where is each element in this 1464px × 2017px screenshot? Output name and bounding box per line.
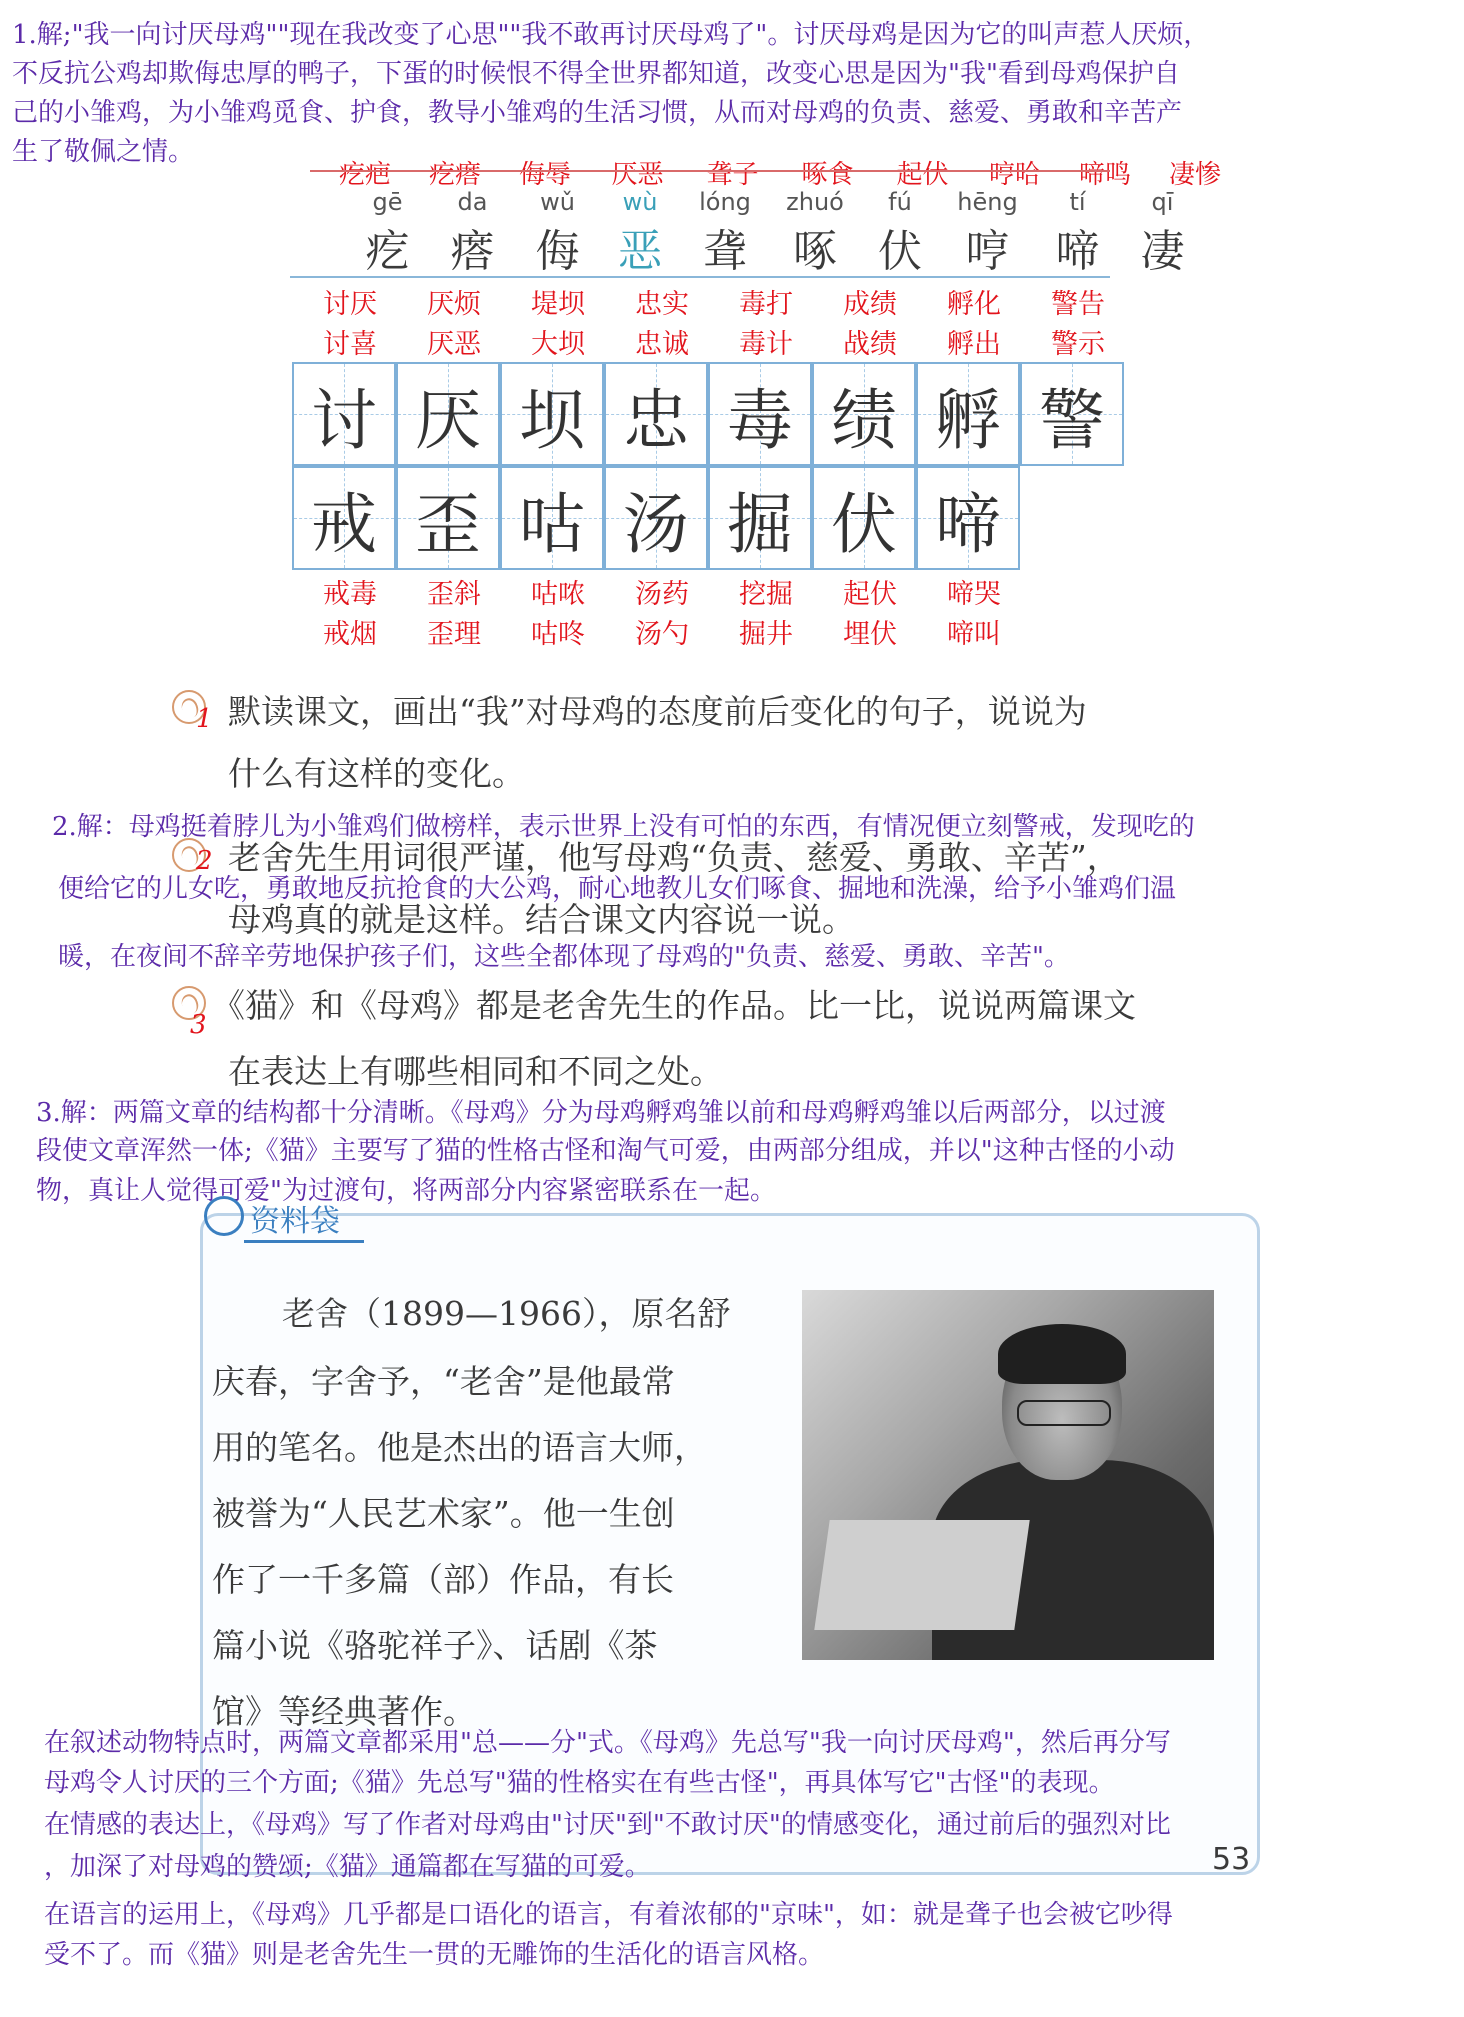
page-number: 53 <box>1212 1842 1251 1877</box>
read-char: 哼 <box>965 226 1010 277</box>
question-number: 1 <box>196 704 213 734</box>
annotation-line: 2.解：母鸡挺着脖儿为小雏鸡们做榜样，表示世界上没有可怕的东西，有情况便立刻警戒，发现吃的 <box>52 812 1195 842</box>
write-word: 歪斜 <box>427 579 481 610</box>
grid-char: 咕 <box>519 485 585 563</box>
info-line: 作了一千多篇（部）作品，有长 <box>212 1560 674 1599</box>
annotation-line: 1.解;"我一向讨厌母鸡""现在我改变了心思""我不敢再讨厌母鸡了"。讨厌母鸡是因为它的叫声惹人厌烦， <box>12 20 1210 50</box>
annotation-line: 在叙述动物特点时，两篇文章都采用"总——分"式。《母鸡》先总写"我一向讨厌母鸡"，然后再分写 <box>44 1728 1171 1758</box>
pinyin: tí <box>1069 188 1086 216</box>
grid-char: 歪 <box>415 485 481 563</box>
grid-cell <box>292 466 396 570</box>
annotation-line: 不反抗公鸡却欺侮忠厚的鸭子，下蛋的时候恨不得全世界都知道，改变心思是因为"我"看到母鸡保护自 <box>12 59 1180 89</box>
annotation-line: 在语言的运用上，《母鸡》几乎都是口语化的语言，有着浓郁的"京味"，如：就是聋子也会被它吵得 <box>44 1900 1173 1930</box>
read-char: 疙 <box>365 226 410 277</box>
read-word: 啄食 <box>801 160 854 190</box>
read-char-highlight: 恶 <box>618 226 662 277</box>
strike-line <box>310 170 1110 172</box>
info-line: 老舍（1899—1966），原名舒 <box>282 1294 731 1333</box>
pinyin: lóng <box>699 188 751 216</box>
grid-cell <box>292 362 396 466</box>
grid-cell <box>916 362 1020 466</box>
grid-cell <box>812 362 916 466</box>
write-words-bottom-row1 <box>298 572 1026 611</box>
read-char: 凄 <box>1140 226 1185 277</box>
pinyin: gē <box>372 188 403 216</box>
write-word: 咕咚 <box>531 619 585 650</box>
read-word: 聋子 <box>706 160 759 190</box>
write-word: 讨喜 <box>323 329 377 360</box>
grid-char: 伏 <box>831 485 897 563</box>
annotation-line: 段使文章浑然一体;《猫》主要写了猫的性格古怪和淘气可爱，由两部分组成，并以"这种古怪的小动 <box>36 1136 1175 1166</box>
info-line: 馆》等经典著作。 <box>212 1692 476 1731</box>
read-word: 侮辱 <box>518 160 571 190</box>
pinyin: qī <box>1151 188 1174 216</box>
write-words-top-row2 <box>298 322 1130 361</box>
annotation-line: ，加深了对母鸡的赞颂;《猫》通篇都在写猫的可爱。 <box>44 1852 651 1882</box>
info-line: 用的笔名。他是杰出的语言大师， <box>212 1428 707 1467</box>
annotation-line: 3.解：两篇文章的结构都十分清晰。《母鸡》分为母鸡孵鸡雏以前和母鸡孵鸡雏以后两部分，以过渡 <box>36 1098 1166 1128</box>
pinyin-row <box>345 188 1205 216</box>
read-words-red-row <box>320 154 1240 191</box>
annotation-line: 受不了。而《猫》则是老舍先生一贯的无雕饰的生活化的语言风格。 <box>44 1940 825 1970</box>
grid-char: 坝 <box>519 381 585 459</box>
write-word: 戒毒 <box>323 579 377 610</box>
write-word: 歪理 <box>427 619 481 650</box>
write-word: 孵化 <box>947 289 1001 320</box>
grid-char: 忠 <box>623 381 689 459</box>
divider <box>290 276 1110 278</box>
write-word: 汤勺 <box>635 619 689 650</box>
question-number: 2 <box>196 846 213 876</box>
question-text: 在表达上有哪些相同和不同之处。 <box>228 1052 723 1091</box>
write-word: 战绩 <box>843 329 897 360</box>
write-word: 咕哝 <box>531 579 585 610</box>
annotation-line: 在情感的表达上，《母鸡》写了作者对母鸡由"讨厌"到"不敢讨厌"的情感变化，通过前后的强烈对比 <box>44 1810 1171 1840</box>
read-word: 哼哈 <box>988 160 1041 190</box>
read-word: 疙疤 <box>338 160 391 190</box>
read-word: 啼鸣 <box>1078 160 1131 190</box>
write-word: 埋伏 <box>843 619 897 650</box>
info-icon <box>204 1196 244 1236</box>
read-chars-row <box>345 215 1205 279</box>
write-word: 大坝 <box>531 329 585 360</box>
grid-char: 孵 <box>935 381 1001 459</box>
annotation-line: 生了敬佩之情。 <box>12 137 195 167</box>
grid-char: 掘 <box>727 485 793 563</box>
grid-cell <box>916 466 1020 570</box>
read-word: 凄惨 <box>1168 160 1221 190</box>
grid-char: 绩 <box>831 381 897 459</box>
question-number: 3 <box>190 1010 207 1040</box>
read-char: 伏 <box>878 226 922 277</box>
write-word: 戒烟 <box>323 619 377 650</box>
grid-char: 戒 <box>311 485 377 563</box>
info-line: 篇小说《骆驼祥子》、话剧《茶 <box>212 1626 658 1665</box>
write-word: 毒计 <box>739 329 793 360</box>
pinyin: hēng <box>957 188 1018 216</box>
pinyin: wǔ <box>540 188 575 216</box>
read-word: 厌恶 <box>611 160 664 190</box>
read-word: 起伏 <box>896 160 949 190</box>
annotation-line: 物，真让人觉得可爱"为过渡句，将两部分内容紧密联系在一起。 <box>36 1176 776 1206</box>
grid-cell <box>1020 362 1124 466</box>
pinyin: fú <box>888 188 912 216</box>
grid-cell <box>500 362 604 466</box>
grid-char: 啼 <box>935 485 1001 563</box>
write-word: 忠实 <box>635 289 689 320</box>
info-line: 被誉为“人民艺术家”。他一生创 <box>212 1494 675 1533</box>
write-word: 堤坝 <box>531 289 585 320</box>
grid-char: 厌 <box>415 381 481 459</box>
read-char: 聋 <box>703 226 747 277</box>
write-words-top-row1 <box>298 282 1130 321</box>
grid-cell <box>396 362 500 466</box>
grid-cell <box>812 466 916 570</box>
question-text: 母鸡真的就是这样。结合课文内容说一说。 <box>228 900 855 939</box>
question-text: 什么有这样的变化。 <box>228 754 525 793</box>
info-box-title: 资料袋 <box>250 1204 340 1239</box>
write-word: 起伏 <box>843 579 897 610</box>
grid-cell <box>500 466 604 570</box>
read-char: 瘩 <box>450 226 495 277</box>
write-word: 厌烦 <box>427 289 481 320</box>
pinyin: da <box>457 188 488 216</box>
grid-char: 讨 <box>311 381 377 459</box>
info-line: 庆春，字舍予，“老舍”是他最常 <box>212 1362 675 1401</box>
lao-she-portrait <box>802 1290 1214 1660</box>
write-word: 孵出 <box>947 329 1001 360</box>
annotation-line: 便给它的儿女吃，勇敢地反抗抢食的大公鸡，耐心地教儿女们啄食、掘地和洗澡，给予小雏鸡们温 <box>58 874 1177 904</box>
grid-cell <box>604 466 708 570</box>
write-word: 讨厌 <box>323 289 377 320</box>
read-char: 侮 <box>535 226 580 277</box>
read-char: 啄 <box>793 226 837 277</box>
grid-cell <box>604 362 708 466</box>
write-word: 警告 <box>1051 289 1105 320</box>
write-word: 啼叫 <box>947 619 1001 650</box>
question-text: 默读课文，画出“我”对母鸡的态度前后变化的句子，说说为 <box>228 692 1087 731</box>
grid-cell <box>396 466 500 570</box>
write-word: 忠诚 <box>635 329 689 360</box>
pinyin-highlight: wù <box>622 188 658 216</box>
write-word: 啼哭 <box>947 579 1001 610</box>
write-word: 毒打 <box>739 289 793 320</box>
grid-char: 汤 <box>623 485 689 563</box>
grid-char: 毒 <box>727 381 793 459</box>
write-word: 厌恶 <box>427 329 481 360</box>
annotation-line: 暖，在夜间不辞辛劳地保护孩子们，这些全都体现了母鸡的"负责、慈爱、勇敢、辛苦"。 <box>58 942 1070 972</box>
write-word: 成绩 <box>843 289 897 320</box>
write-words-bottom-row2 <box>298 612 1026 651</box>
write-word: 汤药 <box>635 579 689 610</box>
read-char: 啼 <box>1055 226 1100 277</box>
grid-cell <box>708 362 812 466</box>
write-word: 警示 <box>1051 329 1105 360</box>
annotation-line: 母鸡令人讨厌的三个方面;《猫》先总写"猫的性格实在有些古怪"，再具体写它"古怪"的表现。 <box>44 1768 1115 1798</box>
grid-cell <box>708 466 812 570</box>
question-text: 《猫》和《母鸡》都是老舍先生的作品。比一比，说说两篇课文 <box>212 986 1136 1025</box>
question-text: 老舍先生用词很严谨，他写母鸡“负责、慈爱、勇敢、辛苦”， <box>228 838 1120 877</box>
grid-char: 警 <box>1039 381 1105 459</box>
pinyin: zhuó <box>786 188 844 216</box>
write-word: 挖掘 <box>739 579 793 610</box>
read-word: 疙瘩 <box>428 160 481 190</box>
write-word: 掘井 <box>739 619 793 650</box>
annotation-line: 己的小雏鸡，为小雏鸡觅食、护食，教导小雏鸡的生活习惯，从而对母鸡的负责、慈爱、勇敢和辛苦产 <box>12 98 1183 128</box>
info-title-underline <box>244 1240 364 1243</box>
